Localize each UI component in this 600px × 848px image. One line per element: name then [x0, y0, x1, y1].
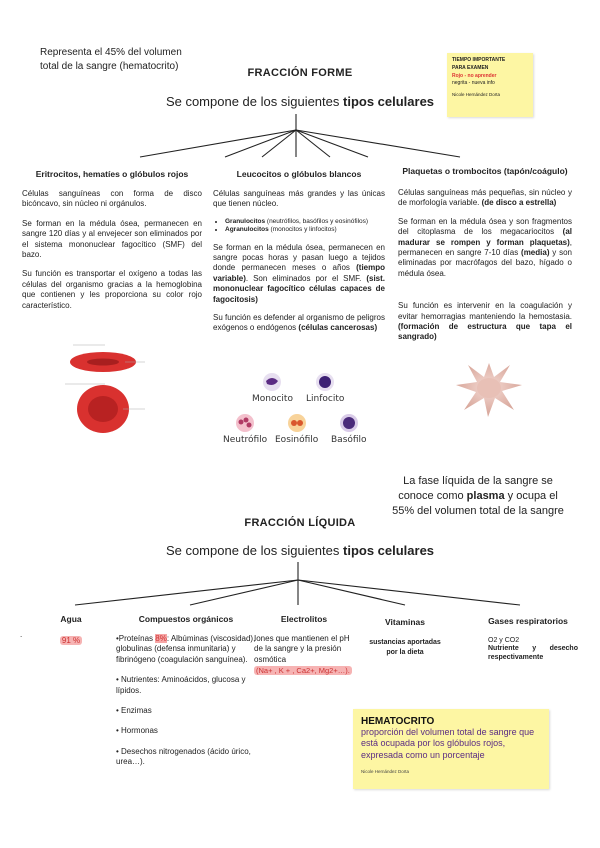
org-item-hormonas: • Hormonas	[116, 726, 158, 736]
vit-text: sustancias aportadas por la dieta	[369, 639, 441, 656]
column-organicos	[116, 614, 256, 768]
vit-heading: Vitaminas	[384, 617, 425, 627]
basofilo-cell	[331, 413, 367, 445]
plaq-heading: Plaquetas o trombocitos (tapón/coágulo)	[402, 166, 568, 176]
forme-subtitle-bold: tipos celulares	[343, 94, 435, 109]
sticky-author: Nicole Hernández Dorta	[452, 92, 501, 97]
erit-p2: Se forman en la médula ósea, permanecen en sangre 120 días y al envejecer son eliminados por el sistema mononuclear fagocítico (SMF) del bazo.	[22, 218, 202, 259]
neutrofilo-cell	[223, 413, 267, 445]
linfocito-cell	[306, 372, 344, 404]
cell-label: Eosinófilo	[275, 435, 319, 445]
forme-tree-lines	[0, 112, 600, 162]
forme-subtitle-prefix: Se compone de los siguientes	[165, 94, 343, 109]
sticky-line2: PARA EXAMEN	[452, 64, 489, 71]
sticky-line3: Rojo - no aprender	[452, 72, 497, 79]
column-vitaminas	[365, 617, 445, 658]
org-item-nutrientes: • Nutrientes: Aminoácidos, glucosa y lípidos.	[116, 675, 246, 695]
hematocrito-sticky	[353, 709, 549, 789]
gas-line2: Nutriente y desecho respectivamente	[488, 645, 578, 662]
column-eritrocitos	[22, 169, 202, 311]
elec-text: Iones que mantienen el pH de la sangre y la presión osmótica	[254, 634, 350, 664]
agua-value: 91 %	[61, 636, 81, 645]
liquida-subtitle-bold: tipos celulares	[343, 543, 435, 558]
column-gases	[478, 616, 578, 663]
leuco-p1: Células sanguíneas más grandes y las únicas que tienen núcleo.	[213, 189, 385, 209]
cell-label: Linfocito	[306, 394, 345, 404]
cell-label: Basófilo	[331, 435, 367, 445]
monocito-cell	[252, 372, 293, 404]
plasma-note: La fase líquida de la sangre se conoce como plasma y ocupa el 55% del volumen total de la sangre	[392, 475, 564, 517]
platelet-illustration	[452, 355, 527, 420]
cell-label: Neutrófilo	[223, 435, 268, 445]
erit-heading: Eritrocitos, hematíes o glóbulos rojos	[35, 169, 189, 179]
plaq-p3: Su función es intervenir en la coagulación y evitar hemorragias manteniendo la hemostasia. (formación de estructura que tapa el sangrado)	[398, 301, 572, 342]
erit-p1: Células sanguíneas con forma de disco bicóncavo, sin núcleo ni orgánulos.	[22, 189, 202, 209]
intro-note: Representa el 45% del volumen total de la sangre (hematocrito)	[40, 47, 182, 72]
org-item-desechos: • Desechos nitrogenados (ácido úrico, urea…).	[116, 746, 251, 767]
list-item: • Granulocitos (neutrófilos, basófilos y eosinófilos)	[225, 218, 385, 226]
column-electrolitos	[254, 614, 354, 677]
erit-p3: Su función es transportar el oxígeno a todas las células del organismo gracias a la hemoglobina que contienen y les proporciona su color rojo característico.	[22, 269, 202, 310]
gas-line1: O2 y CO2	[488, 637, 520, 644]
agua-heading: Agua	[60, 614, 82, 624]
column-agua	[46, 614, 96, 645]
liquida-tree-lines	[0, 560, 600, 610]
liquida-subtitle	[0, 543, 600, 558]
liquida-title: FRACCIÓN LÍQUIDA	[244, 517, 356, 529]
dot-mark: .	[20, 630, 23, 639]
leuco-heading: Leucocitos o glóbulos blancos	[236, 169, 362, 179]
column-plaquetas	[398, 166, 572, 343]
erythrocyte-illustration	[35, 340, 165, 435]
plaq-p2: Se forman en la médula ósea y son fragmentos del citoplasma de los megacariocitos (al madurar se rompen y forman plaquetas), permanecen en sangre 7-10 días (media) y son eliminadas por macrófagos del bazo, hígado o médula ósea.	[398, 216, 573, 278]
column-leucocitos	[213, 169, 385, 334]
leuco-list	[213, 218, 385, 235]
sticky-line4: negrita - nueva info	[452, 80, 495, 87]
leuco-p2: Se forman en la médula ósea, permanecen en sangre pocas horas y pasan luego a tejidos donde permanecen meses o años (tiempo variable). Son eliminados por el SMF. (sist. mononuclear fagocítico células capaces de fagocitosis)	[213, 242, 385, 304]
org-heading: Compuestos orgánicos	[138, 614, 234, 624]
eosinofilo-cell	[275, 413, 318, 445]
forme-title: FRACCIÓN FORME	[247, 67, 353, 79]
liquida-subtitle-prefix: Se compone de los siguientes	[165, 543, 343, 558]
elec-highlight: (Na+ , K + , Ca2+, Mg2+…).	[256, 666, 350, 676]
leuco-p3: Su función es defender al organismo de peligros exógenos o endógenos (células cancerosas)	[213, 313, 385, 333]
plaq-p1: Células sanguíneas más pequeñas, sin núcleo y de morfología variable. (de disco a estrella)	[398, 188, 572, 208]
sticky-line1: TIEMPO IMPORTANTE	[452, 57, 506, 63]
hematocrito-title: HEMATOCRITO	[361, 716, 435, 727]
elec-heading: Electrolitos	[280, 614, 328, 624]
forme-subtitle	[0, 94, 600, 109]
hematocrito-text: proporción del volumen total de sangre que está ocupada por los glóbulos rojos, expresada como un porcentaje	[361, 727, 535, 760]
org-item-proteinas: •Proteínas 8%: Albúminas (viscosidad), globulinas (defensa inmunitaria) y fibrinógeno (coagulación sanguínea).	[116, 634, 256, 664]
org-item-enzimas: • Enzimas	[116, 705, 152, 715]
list-item: • Agranulocitos (monocitos y linfocitos)	[225, 226, 385, 234]
gas-heading: Gases respiratorios	[488, 616, 568, 626]
hematocrito-author: Nicole Hernández Dorta	[361, 768, 410, 774]
cell-label: Monocito	[252, 394, 293, 404]
